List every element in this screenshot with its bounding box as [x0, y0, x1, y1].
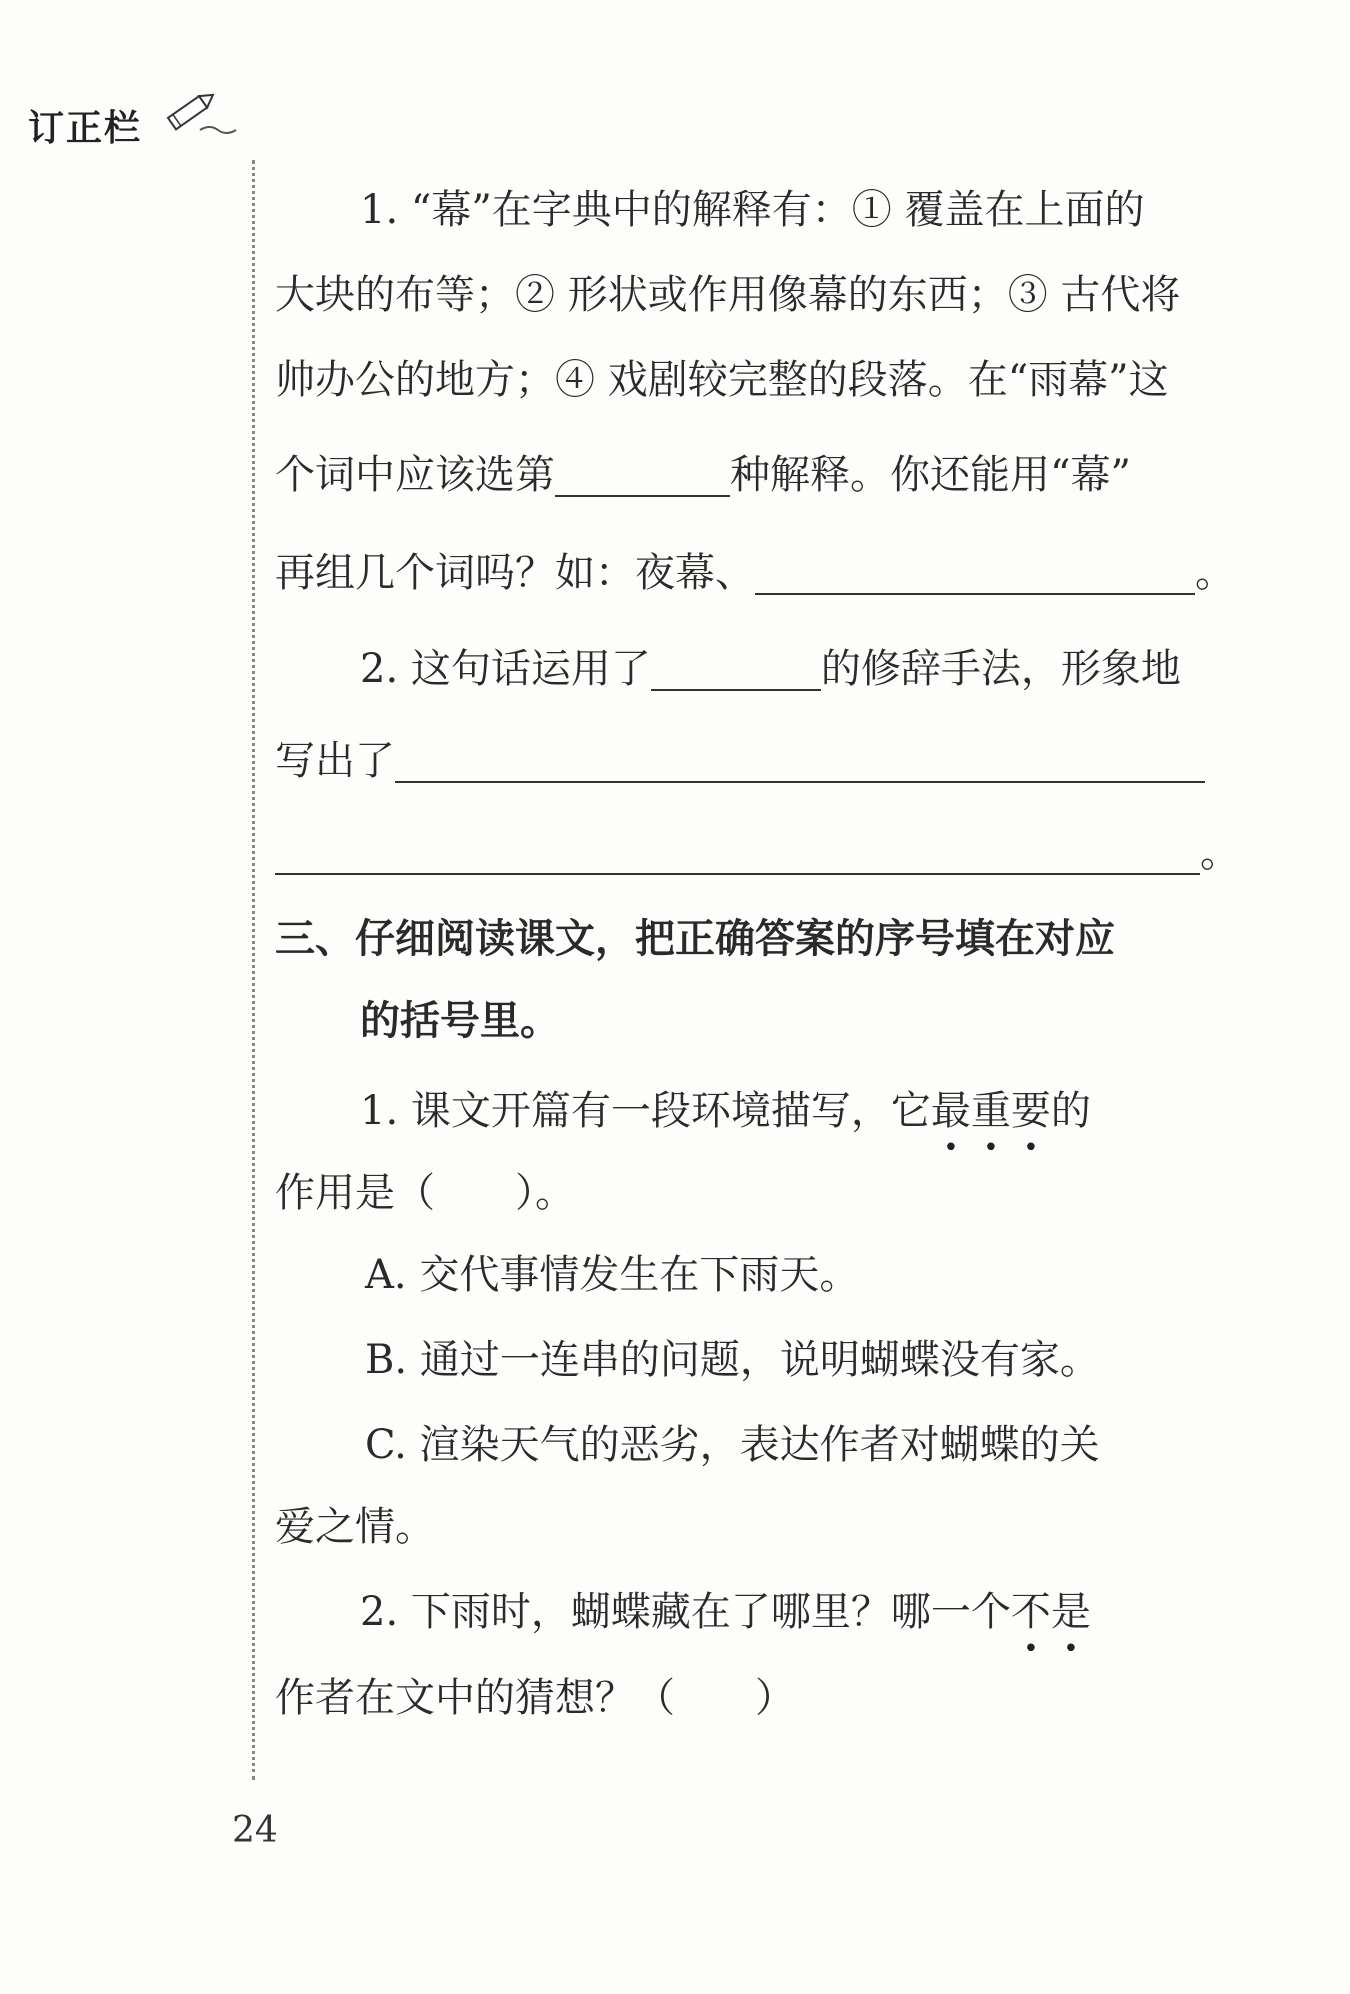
answer-blank-words[interactable] — [755, 553, 1195, 595]
q2-line2 — [275, 738, 1225, 784]
section3-heading-line2: 的括号里。 — [360, 998, 560, 1044]
margin-divider — [252, 160, 255, 1780]
answer-blank-description-1[interactable] — [395, 741, 1205, 783]
q1-line4-before: 个词中应该选第 — [275, 452, 555, 498]
q2-line1 — [275, 646, 1225, 692]
s3-q1-line1-after: 的 — [1050, 1088, 1091, 1134]
s3-q1-line1 — [275, 1088, 1225, 1134]
q1-line4-after: 种解释。你还能用“幕” — [730, 452, 1131, 498]
emphasis-char: 不 — [1010, 1589, 1051, 1635]
emphasis-char: 最 — [930, 1088, 971, 1134]
q1-line1: 1. “幕”在字典中的解释有：① 覆盖在上面的 — [360, 187, 1145, 233]
emphasis-char: 是 — [1050, 1589, 1091, 1635]
q2-line3 — [275, 830, 1240, 876]
q1-line5-before: 再组几个词吗？如：夜幕、 — [275, 550, 755, 596]
q2-line3-after: 。 — [1200, 830, 1240, 876]
option-c-line2: 爱之情。 — [275, 1504, 435, 1550]
q1-line5 — [275, 550, 1235, 596]
option-c-line1: C. 渲染天气的恶劣，表达作者对蝴蝶的关 — [365, 1422, 1100, 1468]
answer-blank-rhetoric[interactable] — [651, 649, 821, 691]
q1-line5-after: 。 — [1195, 550, 1235, 596]
q1-line3: 帅办公的地方；④ 戏剧较完整的段落。在“雨幕”这 — [275, 357, 1169, 403]
option-a: A. 交代事情发生在下雨天。 — [365, 1252, 860, 1298]
s3-q2-line1 — [275, 1589, 1225, 1635]
emphasis-char: 要 — [1010, 1088, 1051, 1134]
q1-line2: 大块的布等；② 形状或作用像幕的东西；③ 古代将 — [275, 272, 1181, 318]
q1-line4 — [275, 452, 1225, 498]
s3-q2-line1-before: 2. 下雨时，蝴蝶藏在了哪里？哪一个 — [360, 1589, 1011, 1635]
answer-blank-description-2[interactable] — [275, 833, 1200, 875]
page-number: 24 — [232, 1810, 278, 1851]
section3-heading-line1: 三、仔细阅读课文，把正确答案的序号填在对应 — [275, 916, 1115, 962]
pencil-icon — [160, 86, 240, 140]
q2-line1-before: 2. 这句话运用了 — [360, 646, 651, 692]
answer-blank-meaning[interactable] — [555, 455, 730, 497]
exercise-content — [275, 187, 1240, 1721]
option-b: B. 通过一连串的问题，说明蝴蝶没有家。 — [365, 1337, 1100, 1383]
emphasis-char: 重 — [970, 1088, 1011, 1134]
s3-q1-line2: 作用是（ ）。 — [275, 1170, 575, 1216]
s3-q1-line1-before: 1. 课文开篇有一段环境描写，它 — [360, 1088, 931, 1134]
q2-line2-before: 写出了 — [275, 738, 395, 784]
s3-q2-line2: 作者在文中的猜想？（ ） — [275, 1675, 795, 1721]
correction-column-label: 订正栏 — [28, 108, 143, 149]
q2-line1-after: 的修辞手法，形象地 — [820, 646, 1181, 692]
